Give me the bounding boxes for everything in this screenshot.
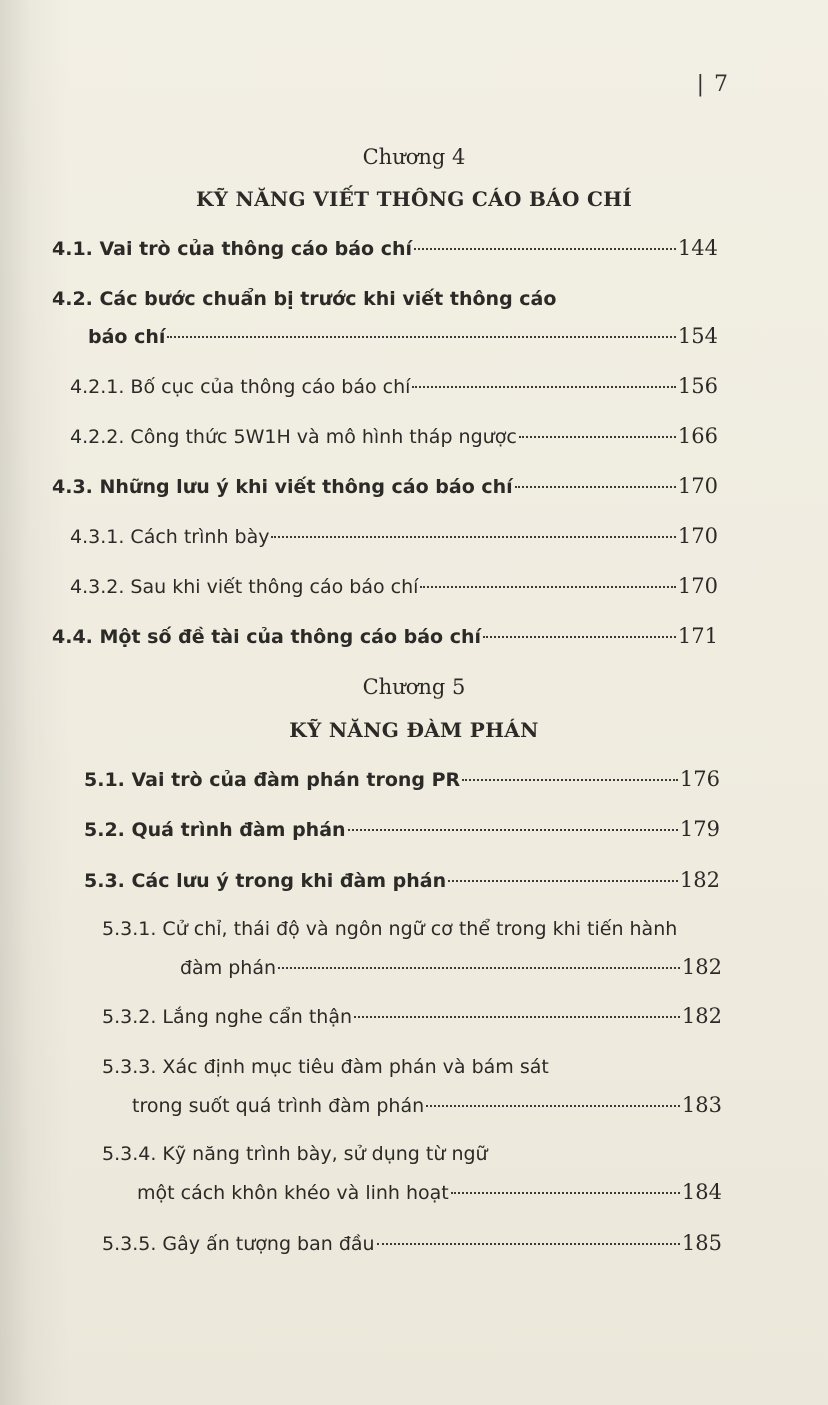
- toc-subentry[interactable]: [70, 424, 718, 448]
- toc-subentry[interactable]: [102, 1143, 722, 1165]
- dot-leader: [519, 436, 676, 438]
- dot-leader: [448, 880, 678, 882]
- toc-entry-page: 182: [681, 1004, 722, 1028]
- dot-leader: [420, 586, 675, 588]
- toc-entry-title: 4.3.1. Cách trình bày: [70, 526, 270, 548]
- chapter-4-title: KỸ NĂNG VIẾT THÔNG CÁO BÁO CHÍ: [195, 187, 633, 211]
- toc-subentry[interactable]: [102, 1004, 722, 1028]
- dot-leader: [354, 1016, 680, 1018]
- toc-entry-page: 183: [681, 1093, 722, 1117]
- toc-entry-page: 182: [681, 955, 722, 979]
- toc-entry-page: 144: [677, 236, 718, 260]
- toc-entry-title: 5.2. Quá trình đàm phán: [84, 819, 346, 841]
- header-divider: |: [696, 72, 704, 97]
- toc-entry-page: 171: [677, 624, 718, 648]
- toc-subentry[interactable]: [102, 918, 722, 940]
- dot-leader: [462, 779, 678, 781]
- dot-leader: [278, 967, 680, 969]
- toc-subentry[interactable]: [70, 374, 718, 398]
- chapter-5-title: KỸ NĂNG ĐÀM PHÁN: [289, 718, 539, 742]
- dot-leader: [414, 248, 676, 250]
- toc-subentry[interactable]: [70, 524, 718, 548]
- toc-entry-title: 4.2.2. Công thức 5W1H và mô hình tháp ngược: [70, 426, 517, 448]
- toc-entry-page: 156: [677, 374, 718, 398]
- dot-leader: [377, 1243, 680, 1245]
- page-number: 7: [714, 72, 728, 97]
- dot-leader: [348, 829, 678, 831]
- toc-entry-title: 5.3.4. Kỹ năng trình bày, sử dụng từ ngữ: [102, 1143, 488, 1165]
- toc-entry-title-cont: một cách khôn khéo và linh hoạt: [137, 1182, 449, 1204]
- toc-entry-title-cont: báo chí: [88, 326, 166, 348]
- toc-entry-page: 166: [677, 424, 718, 448]
- toc-entry-page: 170: [677, 574, 718, 598]
- toc-entry-page: 179: [679, 817, 720, 841]
- toc-entry[interactable]: [52, 288, 718, 310]
- toc-subentry-continuation[interactable]: [180, 955, 722, 979]
- toc-entry-title: 5.3.1. Cử chỉ, thái độ và ngôn ngữ cơ thể trong khi tiến hành: [102, 918, 678, 940]
- dot-leader: [515, 486, 676, 488]
- dot-leader: [451, 1192, 680, 1194]
- dot-leader: [167, 336, 676, 338]
- chapter-5-label: Chương 5: [362, 675, 466, 699]
- toc-entry-title: 4.2.1. Bố cục của thông cáo báo chí: [70, 376, 411, 398]
- toc-entry-title: 4.3. Những lưu ý khi viết thông cáo báo chí: [52, 476, 513, 498]
- toc-subentry-continuation[interactable]: [132, 1093, 722, 1117]
- dot-leader: [426, 1105, 680, 1107]
- toc-entry[interactable]: [52, 236, 718, 260]
- toc-subentry-continuation[interactable]: [137, 1180, 722, 1204]
- toc-entry-title: 5.3. Các lưu ý trong khi đàm phán: [84, 870, 447, 892]
- toc-entry-title: 5.3.3. Xác định mục tiêu đàm phán và bám sát: [102, 1056, 549, 1078]
- dot-leader: [271, 536, 675, 538]
- toc-entry-title: 4.4. Một số đề tài của thông cáo báo chí: [52, 626, 482, 648]
- toc-entry-title: 4.3.2. Sau khi viết thông cáo báo chí: [70, 576, 419, 598]
- toc-entry[interactable]: [84, 767, 720, 791]
- toc-entry-page: 154: [677, 324, 718, 348]
- chapter-4-label: Chương 4: [362, 145, 466, 169]
- toc-subentry[interactable]: [102, 1231, 722, 1255]
- toc-entry-title: 4.1. Vai trò của thông cáo báo chí: [52, 238, 412, 260]
- toc-entry[interactable]: [84, 868, 720, 892]
- dot-leader: [483, 636, 676, 638]
- toc-entry-page: 182: [679, 868, 720, 892]
- toc-entry-title: 5.3.2. Lắng nghe cẩn thận: [102, 1006, 353, 1028]
- toc-subentry[interactable]: [70, 574, 718, 598]
- toc-entry-title: 4.2. Các bước chuẩn bị trước khi viết thông cáo: [52, 288, 557, 310]
- dot-leader: [412, 386, 675, 388]
- toc-entry-continuation[interactable]: [88, 324, 718, 348]
- toc-entry-page: 170: [677, 474, 718, 498]
- toc-entry-page: 185: [681, 1231, 722, 1255]
- toc-entry[interactable]: [52, 624, 718, 648]
- toc-entry-title: 5.3.5. Gây ấn tượng ban đầu: [102, 1233, 375, 1255]
- toc-entry-title-cont: trong suốt quá trình đàm phán: [132, 1095, 425, 1117]
- toc-entry-page: 170: [677, 524, 718, 548]
- toc-subentry[interactable]: [102, 1056, 722, 1078]
- toc-entry-title: 5.1. Vai trò của đàm phán trong PR: [84, 769, 461, 791]
- toc-entry[interactable]: [52, 474, 718, 498]
- toc-entry-title-cont: đàm phán: [180, 957, 277, 979]
- toc-entry-page: 176: [679, 767, 720, 791]
- toc-entry[interactable]: [84, 817, 720, 841]
- page-header: [697, 72, 728, 97]
- toc-entry-page: 184: [681, 1180, 722, 1204]
